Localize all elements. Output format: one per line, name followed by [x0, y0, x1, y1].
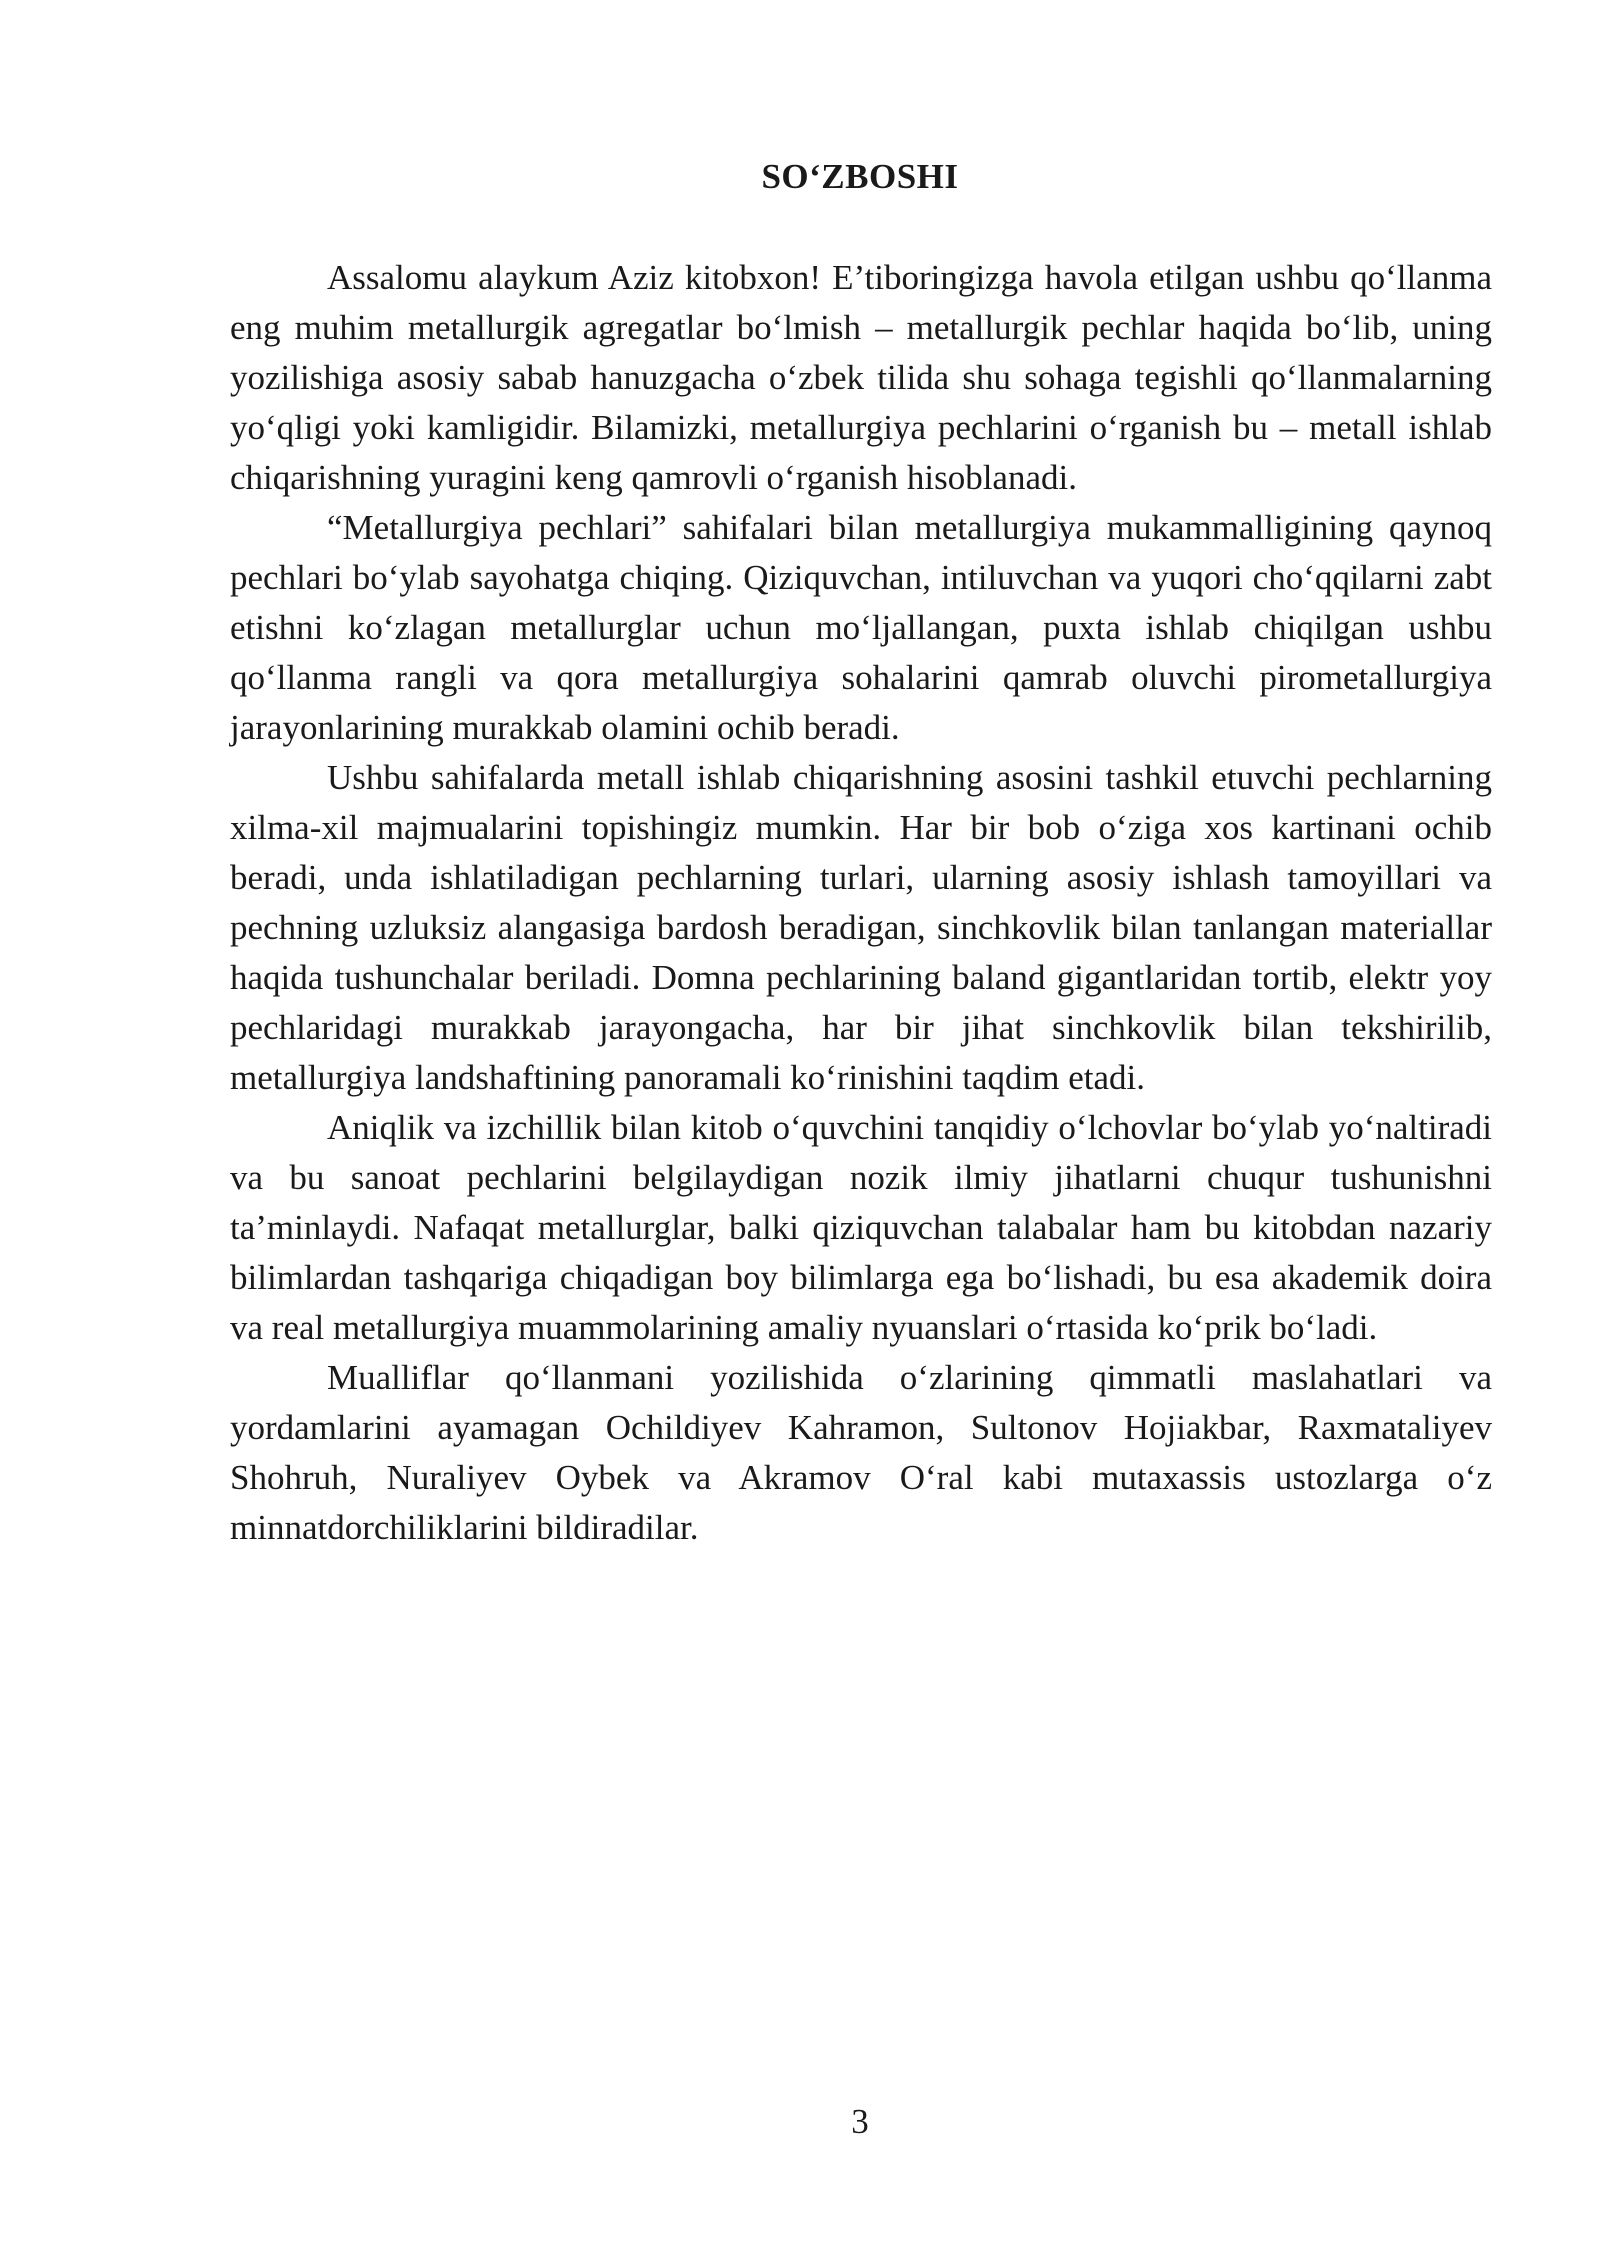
page-title: SO‘ZBOSHI: [761, 157, 959, 196]
paragraph-1: Assalomu alaykum Aziz kitobxon! E’tiboringizga havola etilgan ushbu qo‘llanma eng muhim metallurgik agregatlar bo‘lmish – metallurgik pechlar haqida bo‘lib, uning yozilishiga asosiy sabab hanuzgacha o‘zbek tilida shu sohaga tegishli qo‘llanmalarning yo‘qligi yoki kamligidir. Bilamizki, metallurgiya pechlarini o‘rganish bu – metall ishlab chiqarishning yuragini keng qamrovli o‘rganish hisoblanadi.: [230, 258, 1492, 497]
page-number: 3: [851, 2102, 869, 2141]
paragraph-5: Mualliflar qo‘llanmani yozilishida o‘zlarining qimmatli maslahatlari va yordamlarini ayamagan Ochildiyev Kahramon, Sultonov Hojiakbar, Raxmataliyev Shohruh, Nuraliyev Oybek va Akramov O‘ral kabi mutaxassis ustozlarga o‘z minnatdorchiliklarini bildiradilar.: [230, 1358, 1492, 1547]
body-text: [230, 253, 1492, 1553]
paragraph-3: Ushbu sahifalarda metall ishlab chiqarishning asosini tashkil etuvchi pechlarning xilma-xil majmualarini topishingiz mumkin. Har bir bob o‘ziga xos kartinani ochib beradi, unda ishlatiladigan pechlarning turlari, ularning asosiy ishlash tamoyillari va pechning uzluksiz alangasiga bardosh beradigan, sinchkovlik bilan tanlangan materiallar haqida tushunchalar beriladi. Domna pechlarining baland gigantlaridan tortib, elektr yoy pechlaridagi murakkab jarayongacha, har bir jihat sinchkovlik bilan tekshirilib, metallurgiya landshaftining panoramali ko‘rinishini taqdim etadi.: [230, 758, 1492, 1097]
paragraph-4: Aniqlik va izchillik bilan kitob o‘quvchini tanqidiy o‘lchovlar bo‘ylab yo‘naltiradi va bu sanoat pechlarini belgilaydigan nozik ilmiy jihatlarni chuqur tushunishni ta’minlaydi. Nafaqat metallurglar, balki qiziquvchan talabalar ham bu kitobdan nazariy bilimlardan tashqariga chiqadigan boy bilimlarga ega bo‘lishadi, bu esa akademik doira va real metallurgiya muammolarining amaliy nyuanslari o‘rtasida ko‘prik bo‘ladi.: [230, 1108, 1492, 1347]
paragraph-2: “Metallurgiya pechlari” sahifalari bilan metallurgiya mukammalligining qaynoq pechlari bo‘ylab sayohatga chiqing. Qiziquvchan, intiluvchan va yuqori cho‘qqilarni zabt etishni ko‘zlagan metallurglar uchun mo‘ljallangan, puxta ishlab chiqilgan ushbu qo‘llanma rangli va qora metallurgiya sohalarini qamrab oluvchi pirometallurgiya jarayonlarining murakkab olamini ochib beradi.: [230, 508, 1492, 747]
